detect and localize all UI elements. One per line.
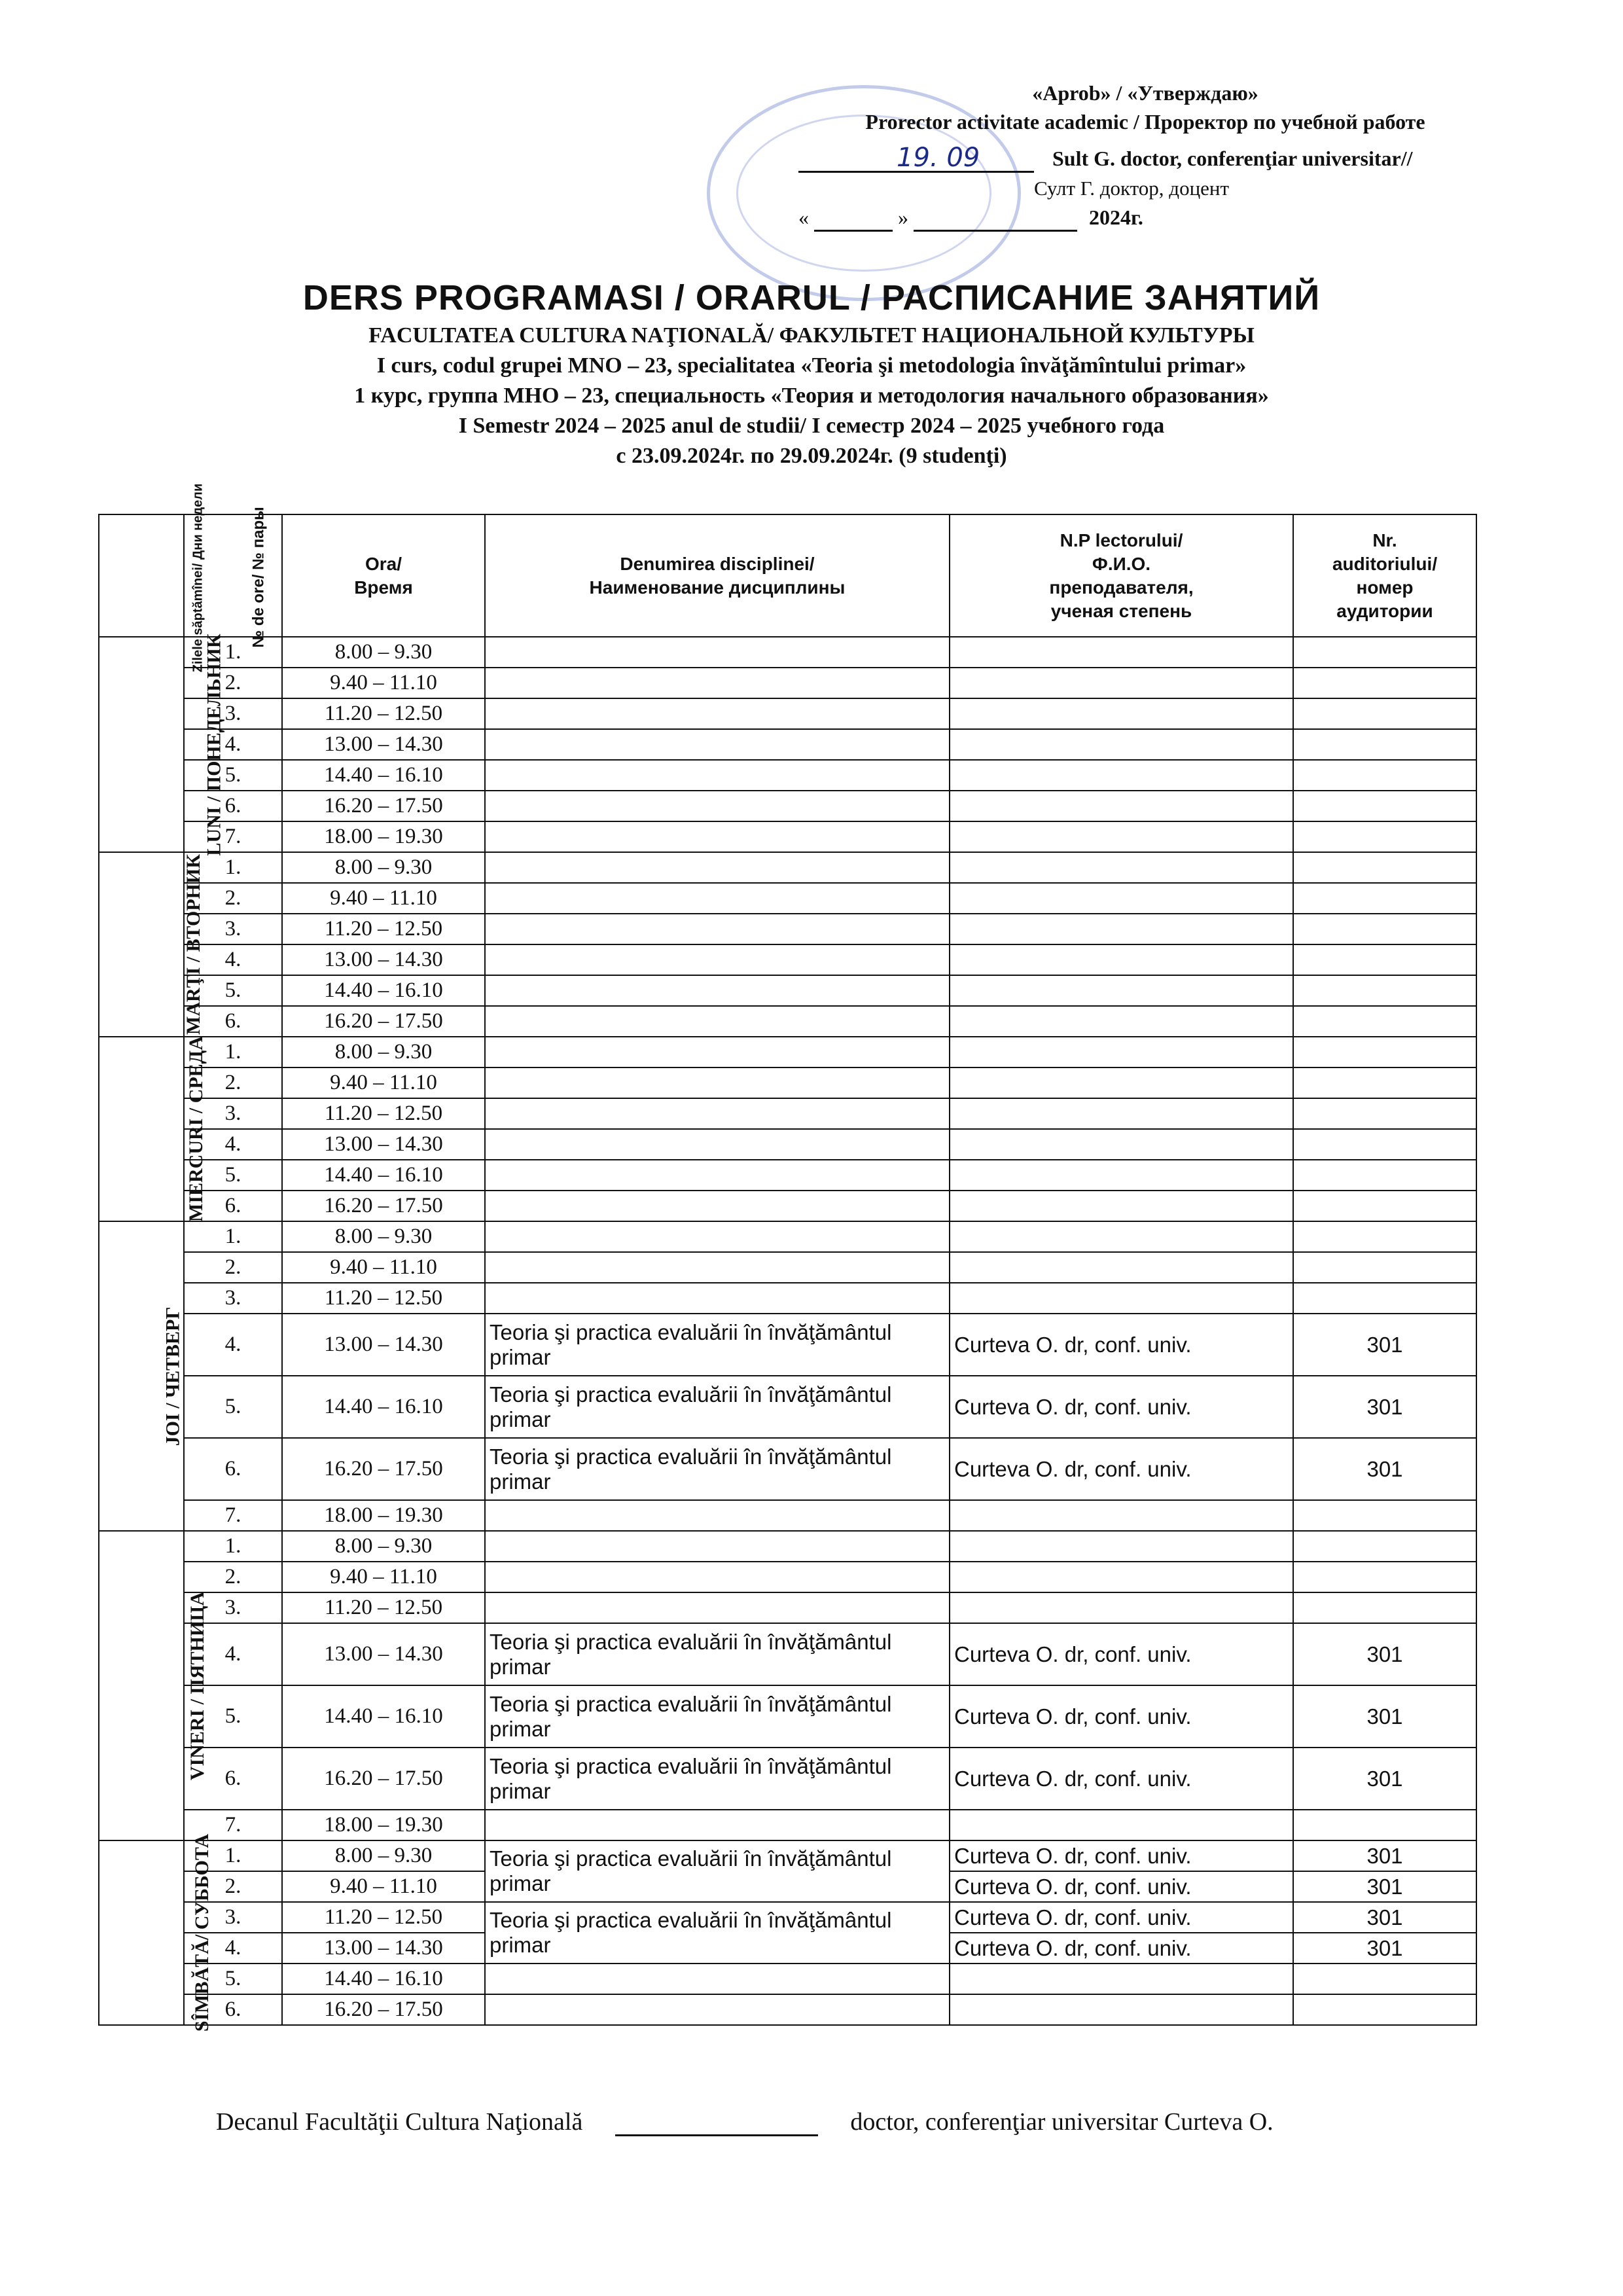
time-cell: 11.20 – 12.50 — [282, 1283, 485, 1314]
empty-cell — [485, 1160, 950, 1191]
time-cell: 13.00 – 14.30 — [282, 944, 485, 975]
empty-cell — [950, 791, 1293, 821]
time-cell: 11.20 – 12.50 — [282, 914, 485, 944]
table-row — [99, 1191, 1476, 1221]
dean-title: doctor, conferenţiar universitar Curteva O. — [850, 2108, 1274, 2136]
lecturer-cell: Curteva O. dr, conf. univ. — [950, 1685, 1293, 1748]
table-row — [99, 1964, 1476, 1994]
dean-signature-line — [615, 2115, 818, 2136]
date-month-line — [914, 207, 1077, 232]
empty-cell — [1293, 668, 1476, 698]
header-lecturer: N.P lectorului/ Ф.И.О. преподавателя, ученая степень — [950, 514, 1293, 637]
table-row — [99, 1994, 1476, 2025]
empty-cell — [485, 1221, 950, 1252]
empty-cell — [1293, 914, 1476, 944]
dean-label: Decanul Facultăţii Cultura Naţională — [216, 2108, 583, 2136]
time-cell: 11.20 – 12.50 — [282, 1902, 485, 1933]
empty-cell — [485, 883, 950, 914]
time-cell: 9.40 – 11.10 — [282, 883, 485, 914]
room-cell: 301 — [1293, 1871, 1476, 1902]
approval-block — [772, 79, 1518, 229]
table-row — [99, 944, 1476, 975]
lecturer-cell: Curteva O. dr, conf. univ. — [950, 1314, 1293, 1376]
table-header-row — [99, 514, 1476, 637]
time-cell: 9.40 – 11.10 — [282, 1871, 485, 1902]
room-cell: 301 — [1293, 1314, 1476, 1376]
date-quote-open: « — [798, 206, 809, 229]
time-cell: 16.20 – 17.50 — [282, 1191, 485, 1221]
time-cell: 13.00 – 14.30 — [282, 1314, 485, 1376]
empty-cell — [1293, 1160, 1476, 1191]
approval-signature-row — [798, 144, 1412, 173]
time-cell: 8.00 – 9.30 — [282, 1840, 485, 1871]
empty-cell — [950, 1500, 1293, 1531]
empty-cell — [485, 852, 950, 883]
time-cell: 16.20 – 17.50 — [282, 1994, 485, 2025]
time-cell: 8.00 – 9.30 — [282, 852, 485, 883]
header-day: Zilele săptămînei/ Дни недели — [99, 514, 184, 637]
table-row — [99, 821, 1476, 852]
empty-cell — [485, 1500, 950, 1531]
day-tuesday: MARŢI / ВТОРНИК — [99, 852, 184, 1037]
table-row — [99, 1438, 1476, 1500]
pair-number-cell: 3. — [184, 698, 282, 729]
empty-cell — [485, 760, 950, 791]
approver-name-ru: Султ Г. доктор, доцент — [1034, 177, 1230, 200]
empty-cell — [1293, 729, 1476, 760]
empty-cell — [950, 760, 1293, 791]
room-cell: 301 — [1293, 1685, 1476, 1748]
day-wednesday: MIERCURI / СРЕДА — [99, 1037, 184, 1221]
empty-cell — [485, 698, 950, 729]
empty-cell — [1293, 791, 1476, 821]
empty-cell — [485, 1129, 950, 1160]
approval-date-row — [798, 203, 1143, 232]
empty-cell — [1293, 1006, 1476, 1037]
empty-cell — [950, 1006, 1293, 1037]
pair-number-cell: 6. — [184, 1191, 282, 1221]
pair-number-cell: 7. — [184, 821, 282, 852]
time-cell: 8.00 – 9.30 — [282, 1531, 485, 1562]
room-cell: 301 — [1293, 1623, 1476, 1685]
lecturer-cell: Curteva O. dr, conf. univ. — [950, 1748, 1293, 1810]
empty-cell — [950, 1994, 1293, 2025]
empty-cell — [1293, 883, 1476, 914]
empty-cell — [1293, 1221, 1476, 1252]
empty-cell — [950, 1531, 1293, 1562]
time-cell: 8.00 – 9.30 — [282, 1221, 485, 1252]
empty-cell — [950, 698, 1293, 729]
time-cell: 16.20 – 17.50 — [282, 1006, 485, 1037]
empty-cell — [950, 1037, 1293, 1067]
time-cell: 8.00 – 9.30 — [282, 1037, 485, 1067]
pair-number-cell: 2. — [184, 883, 282, 914]
pair-number-cell: 6. — [184, 1006, 282, 1037]
empty-cell — [485, 791, 950, 821]
pair-number-cell: 4. — [184, 1314, 282, 1376]
empty-cell — [1293, 944, 1476, 975]
table-row — [99, 1129, 1476, 1160]
empty-cell — [485, 1252, 950, 1283]
room-cell: 301 — [1293, 1376, 1476, 1438]
table-row — [99, 1252, 1476, 1283]
empty-cell — [1293, 1098, 1476, 1129]
pair-number-cell: 1. — [184, 1840, 282, 1871]
header-room: Nr. auditoriului/ номер аудитории — [1293, 514, 1476, 637]
room-cell: 301 — [1293, 1438, 1476, 1500]
empty-cell — [950, 637, 1293, 668]
table-row — [99, 1748, 1476, 1810]
pair-number-cell: 5. — [184, 760, 282, 791]
empty-cell — [1293, 1562, 1476, 1592]
time-cell: 11.20 – 12.50 — [282, 1098, 485, 1129]
table-row — [99, 1562, 1476, 1592]
empty-cell — [485, 1006, 950, 1037]
empty-cell — [950, 1592, 1293, 1623]
empty-cell — [1293, 821, 1476, 852]
time-cell: 14.40 – 16.10 — [282, 1160, 485, 1191]
pair-number-cell: 3. — [184, 1592, 282, 1623]
discipline-cell: Teoria şi practica evaluării în învăţământul primar — [485, 1314, 950, 1376]
time-cell: 16.20 – 17.50 — [282, 791, 485, 821]
empty-cell — [1293, 1531, 1476, 1562]
lecturer-cell: Curteva O. dr, conf. univ. — [950, 1623, 1293, 1685]
pair-number-cell: 6. — [184, 1748, 282, 1810]
day-friday: VINERI / ПЯТНИЦА — [99, 1531, 184, 1840]
signature-line — [798, 143, 1034, 173]
empty-cell — [485, 1037, 950, 1067]
pair-number-cell: 4. — [184, 1933, 282, 1964]
empty-cell — [485, 637, 950, 668]
table-row — [99, 852, 1476, 883]
empty-cell — [485, 821, 950, 852]
table-row — [99, 1810, 1476, 1840]
pair-number-cell: 5. — [184, 1376, 282, 1438]
empty-cell — [485, 668, 950, 698]
document-titles — [0, 275, 1623, 471]
approval-year: 2024г. — [1089, 206, 1143, 229]
pair-number-cell: 6. — [184, 791, 282, 821]
table-row — [99, 1221, 1476, 1252]
approver-name-ro: Sult G. doctor, conferenţiar universitar// — [1052, 147, 1413, 170]
discipline-cell: Teoria şi practica evaluării în învăţământul primar — [485, 1840, 950, 1902]
table-row — [99, 1283, 1476, 1314]
empty-cell — [485, 1098, 950, 1129]
header-discipline: Denumirea disciplinei/ Наименование дисциплины — [485, 514, 950, 637]
empty-cell — [1293, 1037, 1476, 1067]
empty-cell — [950, 1191, 1293, 1221]
pair-number-cell: 7. — [184, 1810, 282, 1840]
table-row — [99, 729, 1476, 760]
time-cell: 9.40 – 11.10 — [282, 1067, 485, 1098]
handwritten-date: 19. 09 — [897, 143, 980, 173]
empty-cell — [1293, 852, 1476, 883]
discipline-cell: Teoria şi practica evaluării în învăţământul primar — [485, 1623, 950, 1685]
pair-number-cell: 6. — [184, 1438, 282, 1500]
time-cell: 16.20 – 17.50 — [282, 1748, 485, 1810]
pair-number-cell: 1. — [184, 1531, 282, 1562]
pair-number-cell: 7. — [184, 1500, 282, 1531]
empty-cell — [1293, 1994, 1476, 2025]
lecturer-cell: Curteva O. dr, conf. univ. — [950, 1840, 1293, 1871]
pair-number-cell: 1. — [184, 852, 282, 883]
discipline-cell: Teoria şi practica evaluării în învăţământul primar — [485, 1902, 950, 1964]
empty-cell — [1293, 698, 1476, 729]
empty-cell — [950, 1964, 1293, 1994]
empty-cell — [950, 1562, 1293, 1592]
table-row — [99, 1006, 1476, 1037]
group-info-ro: I curs, codul grupei MNO – 23, specialitatea «Teoria şi metodologia învăţămîntului primar» — [376, 353, 1247, 378]
pair-number-cell: 2. — [184, 668, 282, 698]
time-cell: 9.40 – 11.10 — [282, 1562, 485, 1592]
pair-number-cell: 4. — [184, 1129, 282, 1160]
table-row — [99, 1500, 1476, 1531]
table-row — [99, 1592, 1476, 1623]
room-cell: 301 — [1293, 1840, 1476, 1871]
group-info-ru: 1 курс, группа МНО – 23, специальность «Теория и методология начального образования» — [354, 384, 1269, 408]
empty-cell — [950, 1098, 1293, 1129]
empty-cell — [950, 883, 1293, 914]
empty-cell — [485, 914, 950, 944]
empty-cell — [1293, 1067, 1476, 1098]
time-cell: 8.00 – 9.30 — [282, 637, 485, 668]
time-cell: 9.40 – 11.10 — [282, 668, 485, 698]
time-cell: 9.40 – 11.10 — [282, 1252, 485, 1283]
time-cell: 18.00 – 19.30 — [282, 1810, 485, 1840]
pair-number-cell: 1. — [184, 1037, 282, 1067]
day-saturday: SÎMBĂTĂ/ СУББОТА — [99, 1840, 184, 2025]
empty-cell — [1293, 1129, 1476, 1160]
empty-cell — [950, 1283, 1293, 1314]
empty-cell — [485, 975, 950, 1006]
empty-cell — [485, 1283, 950, 1314]
empty-cell — [1293, 1592, 1476, 1623]
table-row — [99, 1685, 1476, 1748]
empty-cell — [485, 1067, 950, 1098]
header-time: Ora/ Время — [282, 514, 485, 637]
time-cell: 18.00 – 19.30 — [282, 1500, 485, 1531]
lecturer-cell: Curteva O. dr, conf. univ. — [950, 1933, 1293, 1964]
empty-cell — [950, 852, 1293, 883]
time-cell: 18.00 – 19.30 — [282, 821, 485, 852]
pair-number-cell: 4. — [184, 944, 282, 975]
pair-number-cell: 1. — [184, 637, 282, 668]
pair-number-cell: 2. — [184, 1871, 282, 1902]
empty-cell — [485, 1810, 950, 1840]
pair-number-cell: 3. — [184, 1902, 282, 1933]
empty-cell — [950, 914, 1293, 944]
day-thursday: JOI / ЧЕТВЕРГ — [99, 1221, 184, 1531]
lecturer-cell: Curteva O. dr, conf. univ. — [950, 1871, 1293, 1902]
pair-number-cell: 2. — [184, 1067, 282, 1098]
empty-cell — [485, 1592, 950, 1623]
lecturer-cell: Curteva O. dr, conf. univ. — [950, 1376, 1293, 1438]
table-row — [99, 668, 1476, 698]
date-day-line — [814, 207, 893, 232]
table-row — [99, 760, 1476, 791]
table-row — [99, 1376, 1476, 1438]
table-row — [99, 975, 1476, 1006]
empty-cell — [1293, 760, 1476, 791]
empty-cell — [485, 1562, 950, 1592]
date-quote-close: » — [898, 206, 908, 229]
faculty-title: FACULTATEA CULTURA NAŢIONALĂ/ ФАКУЛЬТЕТ НАЦИОНАЛЬНОЙ КУЛЬТУРЫ — [368, 323, 1255, 348]
pair-number-cell: 3. — [184, 1283, 282, 1314]
discipline-cell: Teoria şi practica evaluării în învăţământul primar — [485, 1685, 950, 1748]
room-cell: 301 — [1293, 1933, 1476, 1964]
empty-cell — [950, 944, 1293, 975]
approval-position: Prorector activitate academic / Проректор по учебной работе — [865, 110, 1425, 134]
approval-title: «Aprob» / «Утверждаю» — [1032, 81, 1258, 105]
empty-cell — [485, 729, 950, 760]
discipline-cell: Teoria şi practica evaluării în învăţământul primar — [485, 1748, 950, 1810]
empty-cell — [950, 1810, 1293, 1840]
table-row — [99, 883, 1476, 914]
pair-number-cell: 6. — [184, 1994, 282, 2025]
empty-cell — [1293, 1191, 1476, 1221]
pair-number-cell: 2. — [184, 1562, 282, 1592]
table-row — [99, 1098, 1476, 1129]
empty-cell — [950, 975, 1293, 1006]
time-cell: 14.40 – 16.10 — [282, 1964, 485, 1994]
pair-number-cell: 1. — [184, 1221, 282, 1252]
empty-cell — [950, 1160, 1293, 1191]
empty-cell — [1293, 1283, 1476, 1314]
page-title: DERS PROGRAMASI / ORARUL / РАСПИСАНИЕ ЗАНЯТИЙ — [302, 278, 1321, 317]
empty-cell — [950, 668, 1293, 698]
empty-cell — [1293, 1810, 1476, 1840]
empty-cell — [950, 1252, 1293, 1283]
table-row — [99, 1623, 1476, 1685]
period-info: с 23.09.2024г. по 29.09.2024г. (9 studenţi) — [616, 444, 1007, 468]
pair-number-cell: 2. — [184, 1252, 282, 1283]
room-cell: 301 — [1293, 1748, 1476, 1810]
pair-number-cell: 5. — [184, 975, 282, 1006]
discipline-cell: Teoria şi practica evaluării în învăţământul primar — [485, 1438, 950, 1500]
empty-cell — [1293, 1500, 1476, 1531]
empty-cell — [485, 1994, 950, 2025]
table-row — [99, 698, 1476, 729]
table-row — [99, 1840, 1476, 1871]
time-cell: 13.00 – 14.30 — [282, 1129, 485, 1160]
empty-cell — [950, 1221, 1293, 1252]
day-monday: LUNI / ПОНЕДЕЛЬНИК — [99, 637, 184, 852]
time-cell: 13.00 – 14.30 — [282, 1933, 485, 1964]
empty-cell — [950, 1067, 1293, 1098]
empty-cell — [1293, 975, 1476, 1006]
time-cell: 14.40 – 16.10 — [282, 1685, 485, 1748]
pair-number-cell: 3. — [184, 914, 282, 944]
pair-number-cell: 5. — [184, 1964, 282, 1994]
table-row — [99, 1531, 1476, 1562]
table-row — [99, 1160, 1476, 1191]
empty-cell — [1293, 637, 1476, 668]
time-cell: 13.00 – 14.30 — [282, 729, 485, 760]
time-cell: 14.40 – 16.10 — [282, 760, 485, 791]
semester-info: I Semestr 2024 – 2025 anul de studii/ I семестр 2024 – 2025 учебного года — [458, 414, 1165, 438]
pair-number-cell: 3. — [184, 1098, 282, 1129]
table-row — [99, 914, 1476, 944]
time-cell: 11.20 – 12.50 — [282, 1592, 485, 1623]
header-num: № de ore/ № пары — [184, 514, 282, 637]
pair-number-cell: 4. — [184, 1623, 282, 1685]
table-row — [99, 1067, 1476, 1098]
table-row — [99, 1902, 1476, 1933]
empty-cell — [950, 821, 1293, 852]
empty-cell — [950, 729, 1293, 760]
time-cell: 13.00 – 14.30 — [282, 1623, 485, 1685]
schedule-table — [98, 483, 1477, 2032]
empty-cell — [485, 1191, 950, 1221]
pair-number-cell: 5. — [184, 1685, 282, 1748]
empty-cell — [485, 1531, 950, 1562]
time-cell: 14.40 – 16.10 — [282, 1376, 485, 1438]
lecturer-cell: Curteva O. dr, conf. univ. — [950, 1902, 1293, 1933]
table-row — [99, 1037, 1476, 1067]
room-cell: 301 — [1293, 1902, 1476, 1933]
empty-cell — [485, 1964, 950, 1994]
table-row — [99, 791, 1476, 821]
pair-number-cell: 4. — [184, 729, 282, 760]
empty-cell — [485, 944, 950, 975]
table-row — [99, 637, 1476, 668]
time-cell: 14.40 – 16.10 — [282, 975, 485, 1006]
empty-cell — [1293, 1252, 1476, 1283]
empty-cell — [1293, 1964, 1476, 1994]
discipline-cell: Teoria şi practica evaluării în învăţământul primar — [485, 1376, 950, 1438]
table-row — [99, 1314, 1476, 1376]
empty-cell — [950, 1129, 1293, 1160]
time-cell: 16.20 – 17.50 — [282, 1438, 485, 1500]
time-cell: 11.20 – 12.50 — [282, 698, 485, 729]
lecturer-cell: Curteva O. dr, conf. univ. — [950, 1438, 1293, 1500]
pair-number-cell: 5. — [184, 1160, 282, 1191]
dean-signature-block — [216, 2108, 1274, 2136]
